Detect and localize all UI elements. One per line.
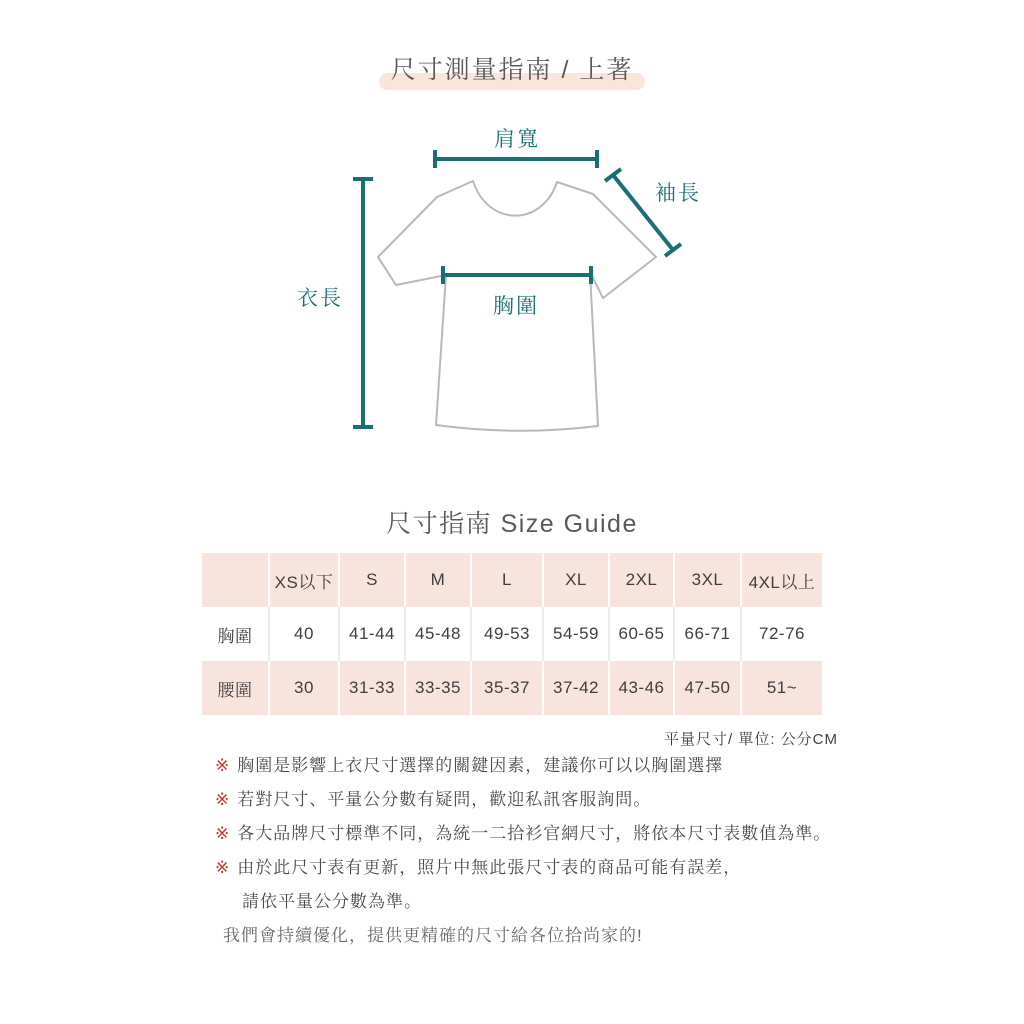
note-item [215, 789, 875, 811]
note-continuation: 請依平量公分數為準。 [242, 892, 422, 911]
size-col-header: 4XL以上 [740, 553, 822, 607]
note-marker: ※ [215, 756, 230, 775]
table-cell: 37-42 [542, 661, 608, 715]
note-marker: ※ [215, 824, 230, 843]
unit-note: 平量尺寸/ 單位: 公分CM [664, 731, 838, 748]
table-cell: 33-35 [404, 661, 470, 715]
table-cell: 45-48 [404, 607, 470, 661]
note-text: 若對尺寸、平量公分數有疑問，歡迎私訊客服詢問。 [237, 790, 652, 809]
notes-section [215, 755, 875, 947]
size-col-header [202, 553, 268, 607]
table-cell: 30 [268, 661, 338, 715]
table-cell: 60-65 [608, 607, 673, 661]
table-cell: 72-76 [740, 607, 822, 661]
page-title-wrap [391, 50, 634, 86]
size-col-header: 3XL [673, 553, 740, 607]
note-item [215, 857, 875, 879]
size-col-header: XL [542, 553, 608, 607]
closing-note: 我們會持續優化，提供更精確的尺寸給各位拾尚家的! [223, 926, 643, 945]
size-table-header-row [202, 553, 822, 607]
size-col-header: 2XL [608, 553, 673, 607]
table-cell: 66-71 [673, 607, 740, 661]
table-cell: 49-53 [470, 607, 542, 661]
note-text: 各大品牌尺寸標準不同，為統一二拾衫官網尺寸，將依本尺寸表數值為準。 [237, 824, 832, 843]
table-cell: 54-59 [542, 607, 608, 661]
table-cell: 51~ [740, 661, 822, 715]
row-label: 腰圍 [202, 661, 268, 715]
garment-length-label: 衣長 [297, 287, 343, 310]
size-guide-heading: 尺寸指南 Size Guide [386, 510, 638, 538]
note-text: 由於此尺寸表有更新，照片中無此張尺寸表的商品可能有誤差， [237, 858, 742, 877]
page-title: 尺寸測量指南 / 上著 [390, 56, 634, 84]
note-item [215, 823, 875, 845]
shoulder-width-label: 肩寬 [494, 128, 540, 151]
size-col-header: S [338, 553, 404, 607]
table-cell: 35-37 [470, 661, 542, 715]
row-label: 胸圍 [202, 607, 268, 661]
table-cell: 40 [268, 607, 338, 661]
table-cell: 31-33 [338, 661, 404, 715]
table-cell: 41-44 [338, 607, 404, 661]
size-col-header: XS以下 [268, 553, 338, 607]
table-cell: 47-50 [673, 661, 740, 715]
sleeve-length-label: 袖長 [655, 182, 701, 205]
size-table [202, 553, 822, 715]
table-cell: 43-46 [608, 661, 673, 715]
note-marker: ※ [215, 858, 230, 877]
garment-length-measure-line [353, 179, 373, 427]
size-col-header: M [404, 553, 470, 607]
note-item [215, 755, 875, 777]
chest-row [202, 607, 822, 661]
size-col-header: L [470, 553, 542, 607]
note-marker: ※ [215, 790, 230, 809]
note-text: 胸圍是影響上衣尺寸選擇的關鍵因素，建議你可以以胸圍選擇 [237, 756, 724, 775]
chest-label: 胸圍 [493, 295, 539, 318]
waist-row [202, 661, 822, 715]
